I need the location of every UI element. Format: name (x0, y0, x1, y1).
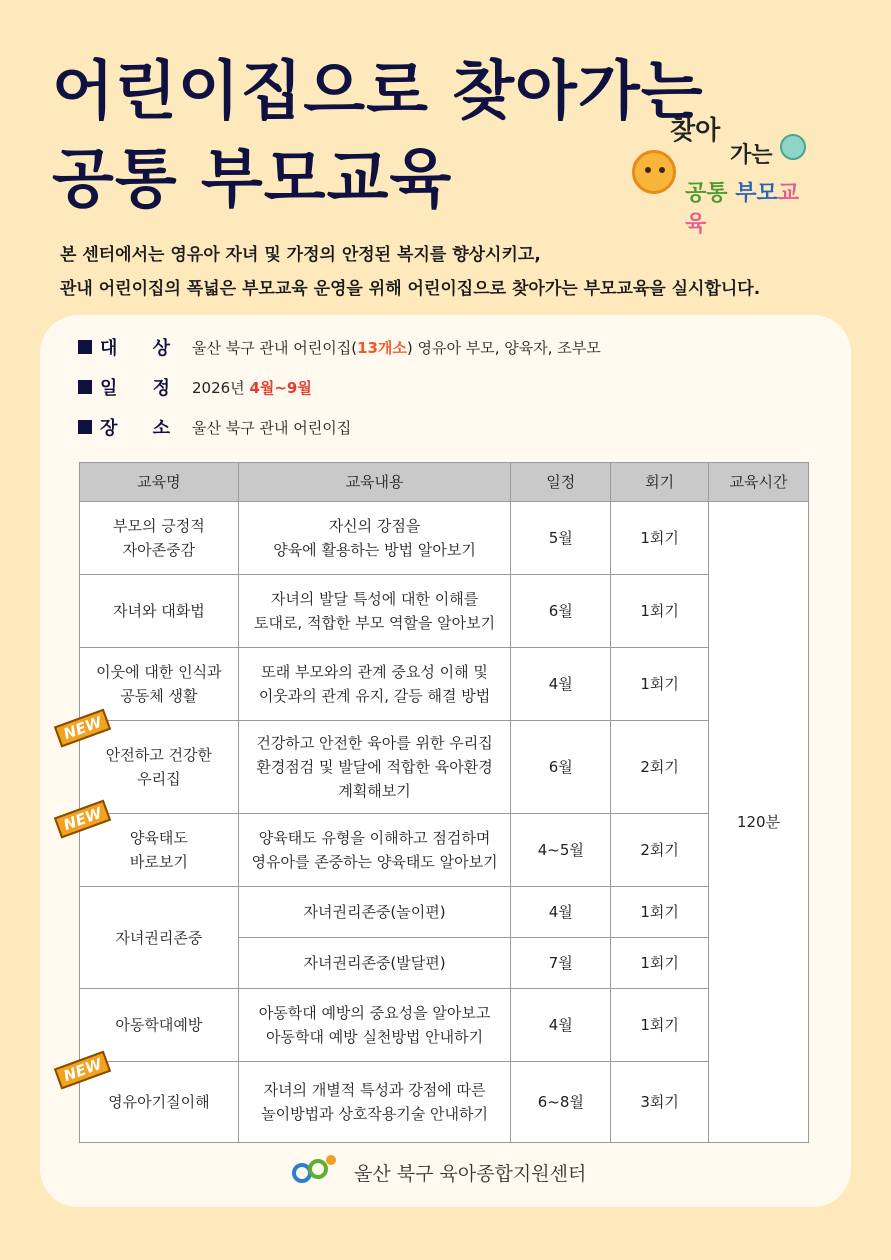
title-line-1: 어린이집으로 찾아가는 (52, 55, 704, 129)
title-line-2: 공통 부모교육 (52, 143, 453, 217)
cell-time: 120분 (709, 502, 809, 1143)
cell-name: 자녀권리존중 (80, 887, 239, 989)
table-row (80, 887, 809, 938)
cell-session: 1회기 (611, 938, 709, 989)
cell-content: 아동학대 예방의 중요성을 알아보고 아동학대 예방 실천방법 안내하기 (238, 989, 511, 1062)
program-table (79, 462, 809, 1143)
cell-session: 1회기 (611, 648, 709, 721)
table-row (80, 989, 809, 1062)
cell-session: 2회기 (611, 721, 709, 814)
logo-text-3: 공통 부모교육 (685, 181, 799, 237)
info-value: 2026년 4월~9월 (192, 378, 312, 397)
cell-content: 자녀권리존중(놀이편) (238, 887, 511, 938)
new-badge: NEW (54, 1051, 112, 1090)
info-place (78, 414, 351, 440)
table-header-row (80, 463, 809, 502)
new-badge: NEW (54, 709, 112, 748)
mascot-face-small-icon (780, 134, 806, 160)
cell-session: 3회기 (611, 1062, 709, 1143)
cell-session: 2회기 (611, 814, 709, 887)
intro-text (60, 238, 760, 306)
header-month: 일정 (511, 463, 611, 502)
cell-name: 안전하고 건강한 우리집 (80, 721, 239, 814)
cell-name: 부모의 긍정적 자아존중감 (80, 502, 239, 575)
logo-text-1: 찾아 (670, 116, 721, 146)
header-content: 교육내용 (238, 463, 511, 502)
cell-month: 6월 (511, 721, 611, 814)
footer-organization (292, 1155, 586, 1189)
intro-line-1: 본 센터에서는 영유아 자녀 및 가정의 안정된 복지를 향상시키고, (60, 245, 541, 265)
new-badge: NEW (54, 800, 112, 839)
table-row (80, 648, 809, 721)
table-row (80, 1062, 809, 1143)
cell-content: 또래 부모와의 관계 중요성 이해 및 이웃과의 관계 유지, 갈등 해결 방법 (238, 648, 511, 721)
center-logo-icon (292, 1155, 344, 1189)
cell-month: 4월 (511, 648, 611, 721)
cell-content: 자녀권리존중(발달편) (238, 938, 511, 989)
cell-month: 6월 (511, 575, 611, 648)
header-session: 회기 (611, 463, 709, 502)
info-label: 대 상 (100, 338, 170, 359)
cell-name: 이웃에 대한 인식과 공동체 생활 (80, 648, 239, 721)
bullet-square-icon (78, 420, 92, 434)
table-row (80, 502, 809, 575)
cell-session: 1회기 (611, 989, 709, 1062)
cell-month: 4월 (511, 887, 611, 938)
page-title (52, 48, 704, 224)
cell-name: 영유아기질이해 (80, 1062, 239, 1143)
header-name: 교육명 (80, 463, 239, 502)
footer-text: 울산 북구 육아종합지원센터 (354, 1162, 587, 1185)
cell-name: 양육태도 바로보기 (80, 814, 239, 887)
info-label: 장 소 (100, 418, 170, 439)
logo-text-2: 가는 (730, 143, 773, 168)
cell-month: 5월 (511, 502, 611, 575)
cell-name: 아동학대예방 (80, 989, 239, 1062)
cell-session: 1회기 (611, 575, 709, 648)
cell-content: 자녀의 개별적 특성과 강점에 따른 놀이방법과 상호작용기술 안내하기 (238, 1062, 511, 1143)
cell-session: 1회기 (611, 887, 709, 938)
bullet-square-icon (78, 340, 92, 354)
cell-content: 양육태도 유형을 이해하고 점검하며 영유아를 존중하는 양육태도 알아보기 (238, 814, 511, 887)
info-value: 울산 북구 관내 어린이집(13개소) 영유아 부모, 양육자, 조부모 (192, 338, 601, 357)
intro-line-2: 관내 어린이집의 폭넓은 부모교육 운영을 위해 어린이집으로 찾아가는 부모교육을 실시합니다. (60, 279, 761, 299)
info-label: 일 정 (100, 378, 170, 399)
cell-session: 1회기 (611, 502, 709, 575)
cell-month: 4월 (511, 989, 611, 1062)
mascot-face-icon (632, 150, 676, 194)
cell-content: 건강하고 안전한 육아를 위한 우리집 환경점검 및 발달에 적합한 육아환경 계획해보기 (238, 721, 511, 814)
cell-name: 자녀와 대화법 (80, 575, 239, 648)
program-logo (630, 110, 820, 237)
bullet-square-icon (78, 380, 92, 394)
header-time: 교육시간 (709, 463, 809, 502)
cell-month: 4~5월 (511, 814, 611, 887)
table-row (80, 721, 809, 814)
cell-month: 6~8월 (511, 1062, 611, 1143)
info-schedule (78, 374, 312, 400)
cell-month: 7월 (511, 938, 611, 989)
cell-content: 자녀의 발달 특성에 대한 이해를 토대로, 적합한 부모 역할을 알아보기 (238, 575, 511, 648)
info-target (78, 334, 601, 360)
table-row (80, 575, 809, 648)
cell-content: 자신의 강점을 양육에 활용하는 방법 알아보기 (238, 502, 511, 575)
info-value: 울산 북구 관내 어린이집 (192, 418, 352, 437)
table-row (80, 814, 809, 887)
